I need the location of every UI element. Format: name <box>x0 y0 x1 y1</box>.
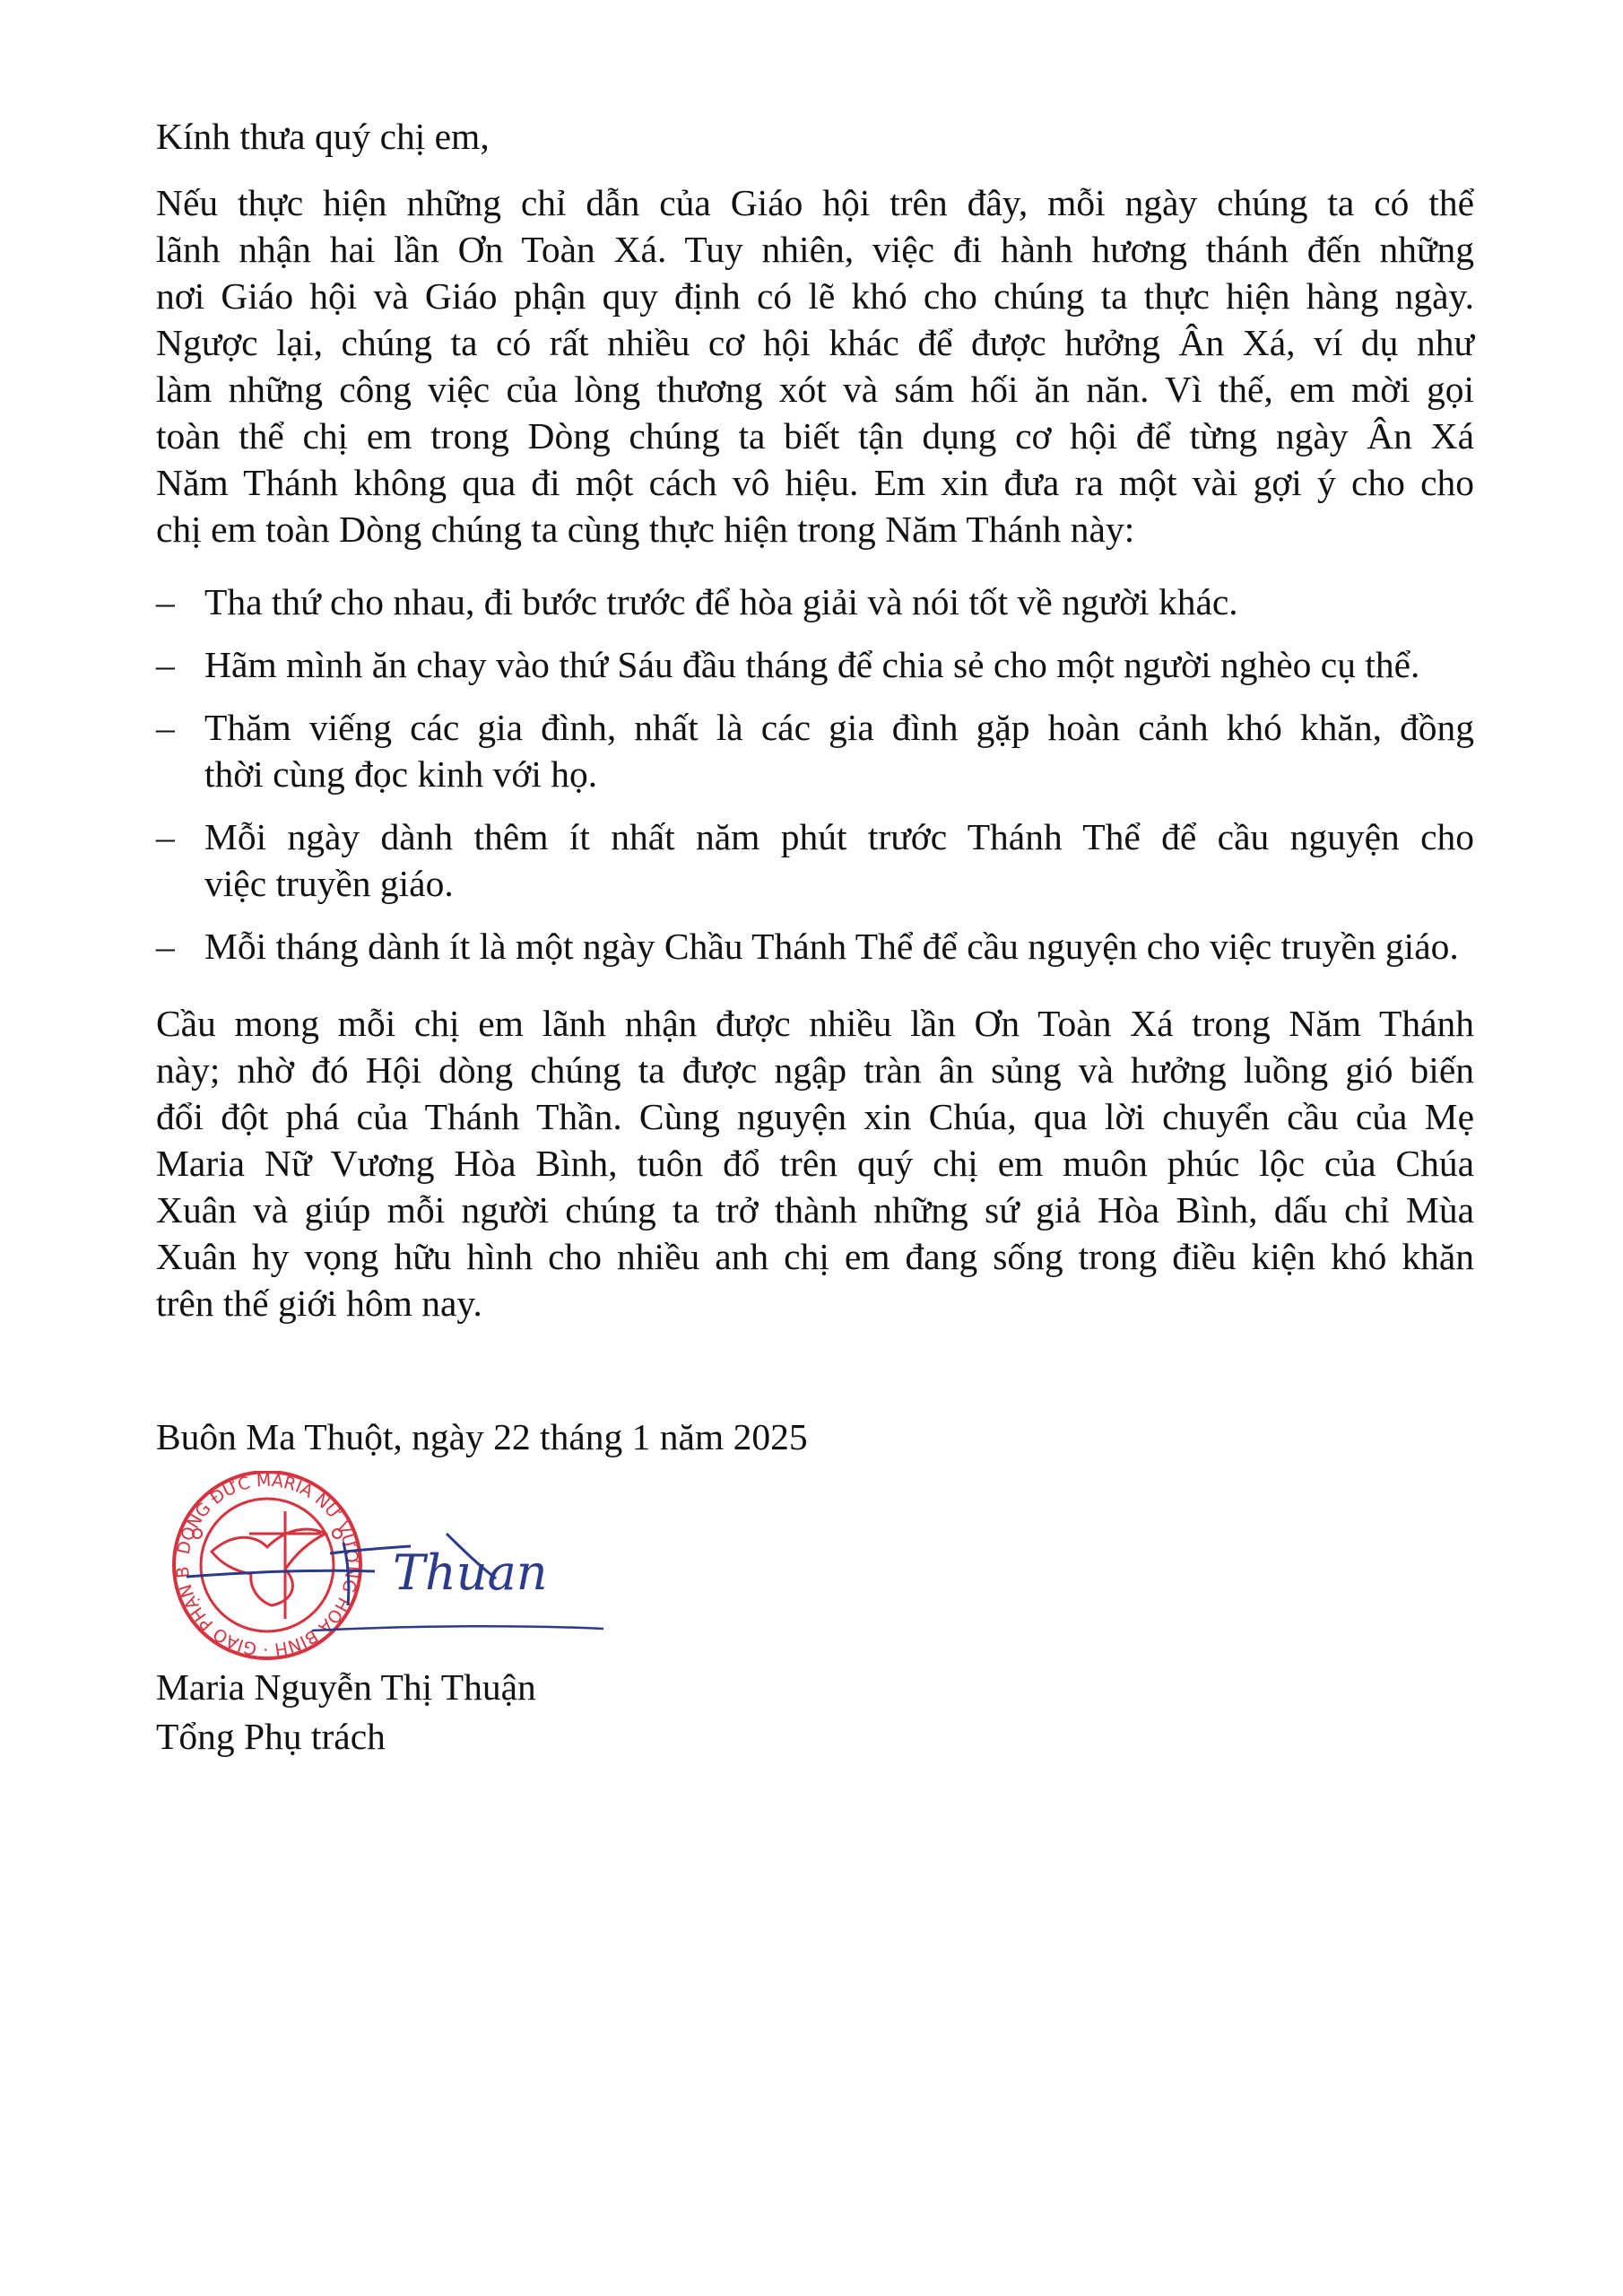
bullet-dash: – <box>156 707 175 748</box>
place-date: Buôn Ma Thuột, ngày 22 tháng 1 năm 2025 <box>156 1416 808 1457</box>
paragraph-line: toàn thể chị em trong Dòng chúng ta biết tận dụng cơ hội để từng ngày Ân Xá <box>156 415 1474 457</box>
bullet-dash: – <box>156 581 175 622</box>
list-item-line: Mỗi ngày dành thêm ít nhất năm phút trước Thánh Thể để cầu nguyện cho <box>204 816 1474 857</box>
list-item <box>156 704 1474 797</box>
paragraph-line: Maria Nữ Vương Hòa Bình, tuôn đổ trên quý chị em muôn phúc lộc của Chúa <box>156 1143 1474 1184</box>
stamp-signature-area <box>151 1471 635 1668</box>
paragraph-line: Ngược lại, chúng ta có rất nhiều cơ hội khác để được hưởng Ân Xá, ví dụ như <box>156 322 1474 363</box>
seal-stamp <box>151 1471 635 1668</box>
svg-text:Thuan: Thuan <box>393 1544 548 1601</box>
list-item-line: Hãm mình ăn chay vào thứ Sáu đầu tháng để chia sẻ cho một người nghèo cụ thể. <box>204 644 1420 685</box>
signature <box>187 1534 603 1631</box>
paragraph-intro <box>156 179 1474 552</box>
paragraph-line: Xuân và giúp mỗi người chúng ta trở thành những sứ giả Hòa Bình, dấu chỉ Mùa <box>156 1189 1474 1231</box>
bullet-dash: – <box>156 644 175 685</box>
bullet-dash: – <box>156 816 175 857</box>
list-item-line: thời cùng đọc kinh với họ. <box>204 753 598 795</box>
list-item <box>156 578 1474 625</box>
paragraph-line: Xuân hy vọng hữu hình cho nhiều anh chị em đang sống trong điều kiện khó khăn <box>156 1236 1474 1277</box>
dove-icon <box>212 1529 325 1605</box>
paragraph-line: Nếu thực hiện những chỉ dẫn của Giáo hội trên đây, mỗi ngày chúng ta có thể <box>156 182 1474 223</box>
paragraph-closing <box>156 1000 1474 1326</box>
paragraph-line: lãnh nhận hai lần Ơn Toàn Xá. Tuy nhiên, việc đi hành hương thánh đến những <box>156 229 1474 270</box>
paragraph-line: Năm Thánh không qua đi một cách vô hiệu. Em xin đưa ra một vài gợi ý cho cho <box>156 462 1474 503</box>
paragraph-line: này; nhờ đó Hội dòng chúng ta được ngập tràn ân sủng và hưởng luồng gió biến <box>156 1049 1474 1091</box>
paragraph-line: nơi Giáo hội và Giáo phận quy định có lẽ khó cho chúng ta thực hiện hàng ngày. <box>156 275 1474 317</box>
signer-name: Maria Nguyễn Thị Thuận <box>156 1666 536 1708</box>
suggestion-list <box>156 578 1474 986</box>
bullet-dash: – <box>156 926 175 967</box>
list-item-line: Tha thứ cho nhau, đi bước trước để hòa giải và nói tốt về người khác. <box>204 581 1238 622</box>
signer-title: Tổng Phụ trách <box>156 1716 386 1757</box>
paragraph-line: Cầu mong mỗi chị em lãnh nhận được nhiều lần Ơn Toàn Xá trong Năm Thánh <box>156 1003 1474 1044</box>
paragraph-line: làm những công việc của lòng thương xót và sám hối ăn năn. Vì thế, em mời gọi <box>156 369 1474 410</box>
list-item-line: Thăm viếng các gia đình, nhất là các gia đình gặp hoàn cảnh khó khăn, đồng <box>204 707 1474 748</box>
paragraph-line: đổi đột phá của Thánh Thần. Cùng nguyện xin Chúa, qua lời chuyển cầu của Mẹ <box>156 1096 1474 1137</box>
list-item-line: Mỗi tháng dành ít là một ngày Chầu Thánh Thể để cầu nguyện cho việc truyền giáo. <box>204 926 1459 967</box>
list-item <box>156 813 1474 907</box>
list-item-line: việc truyền giáo. <box>204 863 454 904</box>
list-item <box>156 641 1474 688</box>
list-item <box>156 923 1474 970</box>
paragraph-line: chị em toàn Dòng chúng ta cùng thực hiện trong Năm Thánh này: <box>156 509 1135 550</box>
paragraph-line: trên thế giới hôm nay. <box>156 1283 482 1324</box>
seal-text: DÒNG ĐỨC MARIA NỮ VƯƠNG HÒA BÌNH · GIÁO PHẬN B <box>172 1471 362 1660</box>
greeting: Kính thưa quý chị em, <box>156 116 490 157</box>
